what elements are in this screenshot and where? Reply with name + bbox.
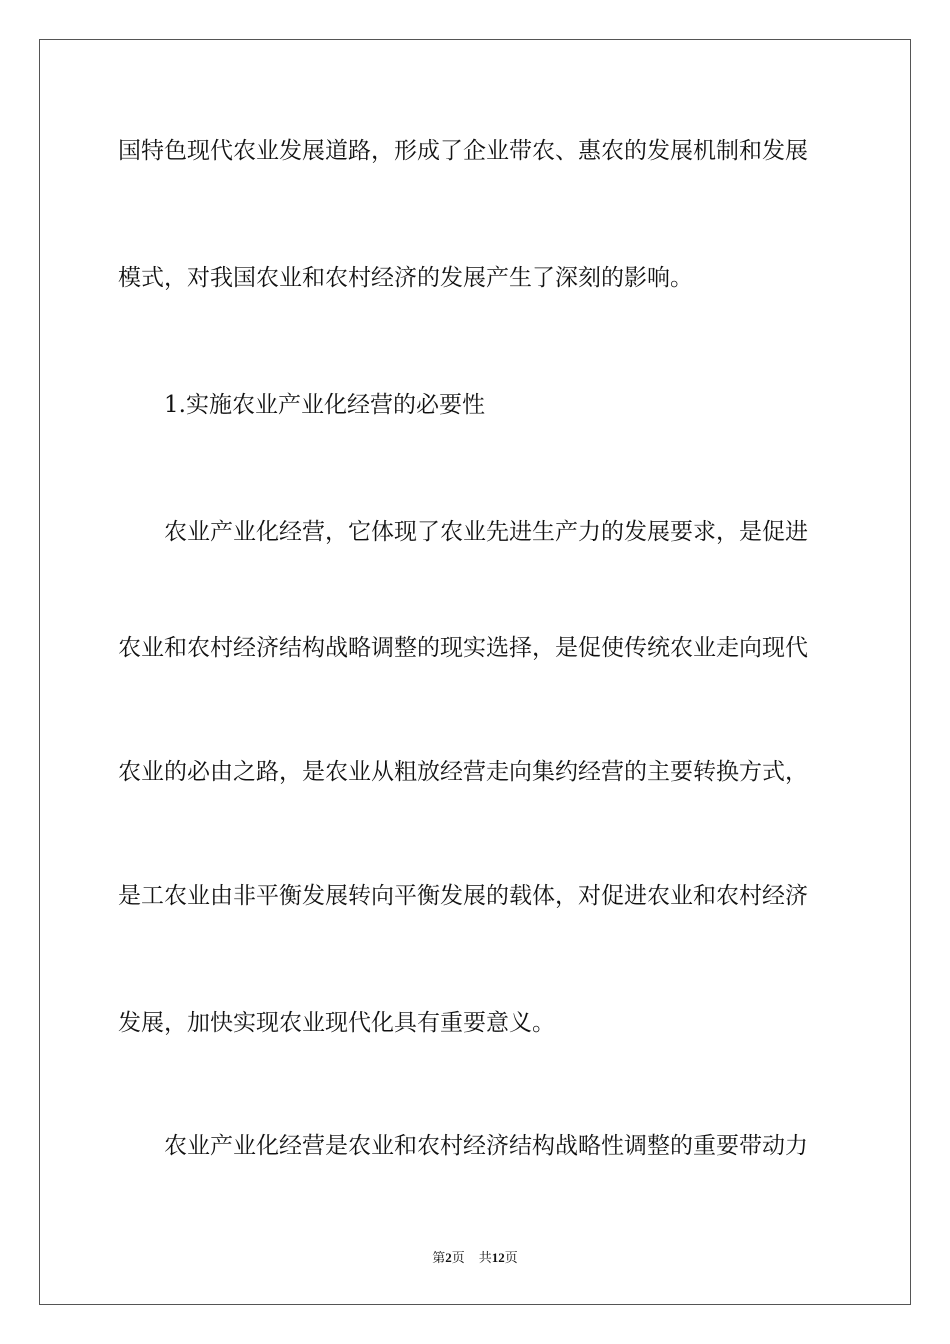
page-prefix: 第 bbox=[432, 1250, 446, 1265]
total-prefix: 共 bbox=[478, 1250, 492, 1265]
body-line-2: 模式，对我国农业和农村经济的发展产生了深刻的影响。 bbox=[118, 265, 693, 291]
section-heading: 1.实施农业产业化经营的必要性 bbox=[164, 392, 485, 418]
total-pages: 12 bbox=[491, 1250, 505, 1265]
body-line-1: 国特色现代农业发展道路，形成了企业带农、惠农的发展机制和发展 bbox=[118, 138, 808, 164]
total-suffix: 页 bbox=[504, 1250, 518, 1265]
page-suffix: 页 bbox=[451, 1250, 465, 1265]
body-line-4: 农业和农村经济结构战略调整的现实选择，是促使传统农业走向现代 bbox=[118, 635, 808, 661]
page-footer bbox=[0, 1247, 950, 1266]
page-border bbox=[39, 39, 911, 1305]
page-number: 2 bbox=[445, 1250, 452, 1265]
body-line-3: 农业产业化经营，它体现了农业先进生产力的发展要求，是促进 bbox=[164, 519, 808, 545]
body-line-6: 是工农业由非平衡发展转向平衡发展的载体，对促进农业和农村经济 bbox=[118, 883, 808, 909]
body-line-8: 农业产业化经营是农业和农村经济结构战略性调整的重要带动力 bbox=[164, 1133, 808, 1159]
body-line-7: 发展，加快实现农业现代化具有重要意义。 bbox=[118, 1010, 555, 1036]
body-line-5: 农业的必由之路，是农业从粗放经营走向集约经营的主要转换方式， bbox=[118, 759, 808, 785]
